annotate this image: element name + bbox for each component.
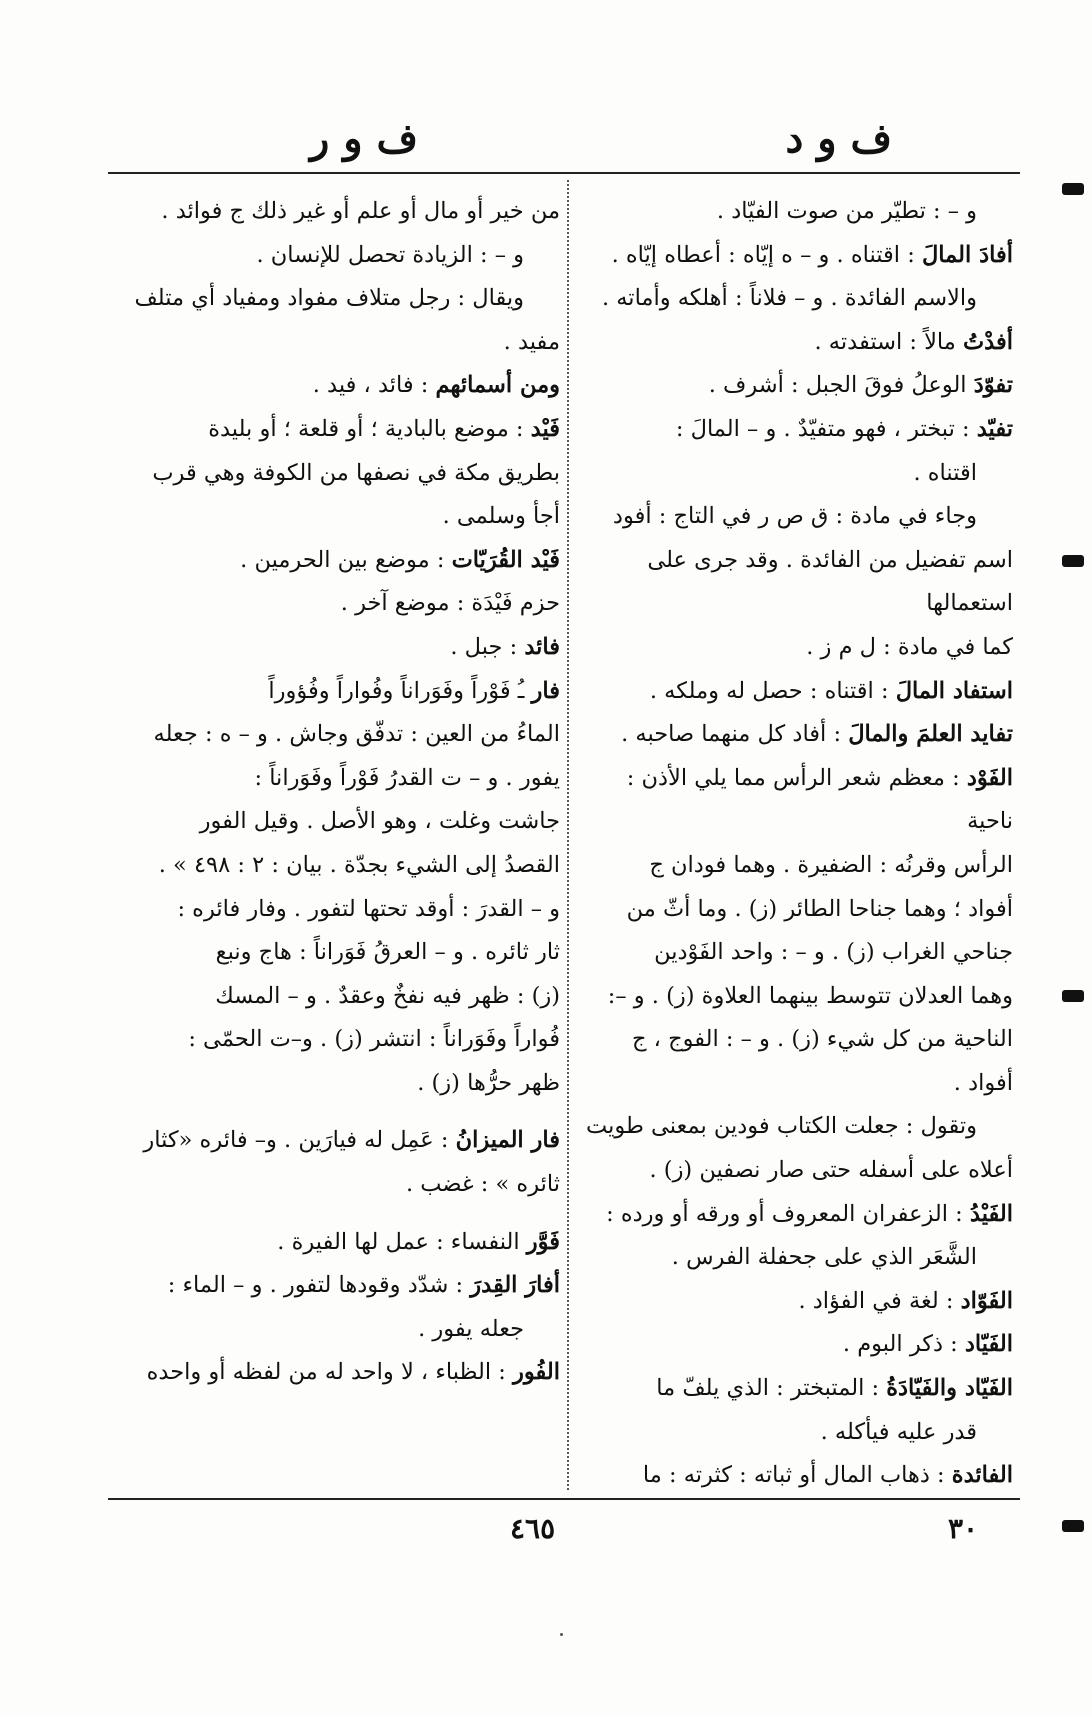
entry-headword: تفايد العلمَ والمالَ <box>848 721 1013 748</box>
text-line <box>575 1193 1013 1237</box>
entry-text: أفواد . <box>953 1069 1013 1096</box>
text-line <box>110 452 560 496</box>
entry-text: : المتبختر : الذي يلفّ ما <box>656 1375 887 1402</box>
entry-text: جعله يفور . <box>418 1315 524 1342</box>
text-line <box>575 844 1013 888</box>
entry-text: أفواد ؛ وهما جناحا الطائر (ز) . وما أثّ من <box>626 895 1013 922</box>
entry-text: : جبل . <box>450 633 525 660</box>
entry-text: و – : تطيّر من صوت الفيّاد . <box>716 198 977 224</box>
column-divider <box>567 180 569 1490</box>
entry-text: فُواراً وفَوَراناً : انتشر (ز) . و–ت الحمّى : <box>188 1026 560 1053</box>
text-line <box>575 975 1013 1019</box>
entry-text: : لغة في الفؤاد . <box>798 1287 961 1314</box>
entry-headword: فَيْد <box>530 415 560 442</box>
entry-text: ثار ثائره . و – العرقُ فَوَراناً : هاج ونبع <box>215 939 560 966</box>
entry-text: اقتناه . <box>913 459 977 486</box>
entry-headword: الفَوّاد <box>960 1287 1013 1314</box>
text-line <box>575 1236 1013 1280</box>
text-line <box>110 888 560 932</box>
text-line <box>575 452 1013 496</box>
entry-text: قدر عليه فيأكله . <box>820 1418 977 1445</box>
entry-text: جاشت وغلت ، وهو الأصل . وقيل الفور <box>199 808 560 835</box>
entry-text: ثائره » : غضب . <box>405 1171 560 1198</box>
text-line <box>575 888 1013 932</box>
entry-text: اسم تفضيل من الفائدة . وقد جرى على استعمالها <box>647 546 1013 617</box>
entry-text: وتقول : جعلت الكتاب فودين بمعنى طويت <box>586 1113 977 1140</box>
text-line <box>575 364 1013 408</box>
entry-text: كما في مادة : ل م ز . <box>806 633 1013 660</box>
entry-headword: ومن أسمائهم <box>435 372 560 399</box>
text-line <box>575 1367 1013 1411</box>
entry-text: بطريق مكة في نصفها من الكوفة وهي قرب <box>152 459 560 486</box>
entry-headword: فَوَّر <box>526 1228 560 1255</box>
text-line <box>575 626 1013 670</box>
text-line <box>110 1119 560 1163</box>
text-line <box>575 1323 1013 1367</box>
entry-headword: الفَوْد <box>966 764 1013 791</box>
text-line <box>575 234 1013 278</box>
entry-text: الشَّعَر الذي على جحفلة الفرس . <box>671 1244 977 1271</box>
text-line <box>110 1163 560 1207</box>
entry-headword: أفدْتُ <box>963 328 1013 355</box>
text-line <box>575 277 1013 321</box>
text-line <box>110 626 560 670</box>
text-line <box>110 408 560 452</box>
text-line <box>575 670 1013 714</box>
text-line <box>110 1264 560 1308</box>
text-line <box>575 321 1013 365</box>
entry-headword: فَيْد القُرَيّات <box>451 546 560 573</box>
entry-text: : اقتناه . و – ه إيّاه : أعطاه إيّاه . <box>611 241 922 268</box>
entry-headword: استفاد المالَ <box>895 677 1013 704</box>
entry-text: جناحي الغراب (ز) . و – : واحد الفَوْدين <box>654 939 1013 966</box>
entry-text: القصدُ إلى الشيء بجدّة . بيان : ٢ : ٤٩٨ » . <box>158 851 560 878</box>
text-line <box>110 757 560 801</box>
entry-text: : فائد ، فيد . <box>312 372 436 399</box>
text-line <box>110 364 560 408</box>
text-line <box>575 539 1013 626</box>
text-line <box>110 975 560 1019</box>
text-line <box>110 844 560 888</box>
text-line <box>575 408 1013 452</box>
entry-text: : شدّد وقودها لتفور . و – الماء : <box>167 1272 471 1299</box>
text-line <box>575 713 1013 757</box>
text-line <box>575 1105 1013 1149</box>
left-column-header: ف و ر <box>310 115 418 162</box>
text-line <box>575 1280 1013 1324</box>
entry-text: من خير أو مال أو علم أو غير ذلك ج فوائد . <box>161 198 560 224</box>
entry-text: الماءُ من العين : تدفّق وجاش . و – ه : جعله <box>153 721 560 748</box>
entry-text: : اقتناه : حصل له وملكه . <box>649 677 896 704</box>
text-line <box>110 539 560 583</box>
left-column <box>110 190 560 1490</box>
entry-text: : ذكر البوم . <box>842 1331 965 1358</box>
text-line <box>575 1018 1013 1062</box>
entry-text: وجاء في مادة : ق ص ر في التاج : أفود <box>612 503 977 530</box>
text-line <box>575 1062 1013 1106</box>
entry-text: (ز) : ظهر فيه نفخٌ وعقدٌ . و – المسك <box>215 982 560 1009</box>
text-line <box>575 1149 1013 1193</box>
entry-text: الوعلُ فوقَ الجبل : أشرف . <box>708 372 974 399</box>
entry-text: : الزعفران المعروف أو ورقه أو ورده : <box>606 1200 970 1227</box>
text-line <box>110 670 560 714</box>
entry-text: حزم فَيْدَة : موضع آخر . <box>340 590 560 617</box>
entry-text: ظهر حرُّها (ز) . <box>417 1069 560 1096</box>
entry-text: مفيد . <box>503 328 560 355</box>
page-number: ٤٦٥ <box>510 1512 556 1545</box>
text-line <box>110 800 560 844</box>
entry-text: : ذهاب المال أو ثباته : كثرته : ما <box>642 1462 945 1489</box>
text-line <box>110 495 560 539</box>
scan-margin-mark <box>1062 990 1084 1002</box>
text-line <box>110 321 560 365</box>
signature-number: ٣٠ <box>948 1512 979 1545</box>
entry-text: وهما العدلان تتوسط بينهما العلاوة (ز) . و –: <box>607 982 1013 1009</box>
entry-text: : موضع بالبادية ؛ أو قلعة ؛ أو بليدة <box>208 415 531 442</box>
text-line <box>110 1062 560 1106</box>
entry-headword: فائد <box>524 633 560 660</box>
scan-speck <box>560 1633 563 1636</box>
text-line <box>575 931 1013 975</box>
top-rule <box>108 172 1020 174</box>
entry-text: يفور . و – ت القدرُ فَوْراً وفَوَراناً : <box>254 764 560 791</box>
text-line <box>575 1411 1013 1455</box>
entry-headword: فار الميزانُ <box>455 1127 560 1154</box>
entry-headword: الفَيّاد <box>964 1331 1013 1358</box>
text-line <box>110 277 560 321</box>
entry-text: الرأس وقرنُه : الضفيرة . وهما فودان ج <box>649 851 1013 878</box>
scan-margin-mark <box>1062 183 1084 195</box>
entry-text: : الظباء ، لا واحد له من لفظه أو واحده <box>146 1359 514 1386</box>
entry-text: الناحية من كل شيء (ز) . و – : الفوج ، ج <box>632 1026 1013 1053</box>
text-line <box>575 757 1013 844</box>
bottom-rule <box>108 1498 1020 1500</box>
entry-headword: أفارَ القِدرَ <box>470 1272 560 1299</box>
text-line <box>110 190 560 234</box>
entry-text: : معظم شعر الرأس مما يلي الأذن : ناحية <box>626 764 1013 835</box>
entry-text: : تبختر ، فهو متفيّدٌ . و – المالَ : <box>675 415 977 442</box>
entry-headword: فار <box>531 677 560 704</box>
text-line <box>110 1221 560 1265</box>
entry-headword: الفَيْدُ <box>969 1200 1013 1227</box>
text-line <box>575 1454 1013 1490</box>
entry-headword: أفادَ المالَ <box>921 241 1013 268</box>
text-line <box>110 582 560 626</box>
entry-text: و – : الزيادة تحصل للإنسان . <box>256 241 524 268</box>
text-line <box>110 1351 560 1395</box>
entry-text: ويقال : رجل متلاف مفواد ومفياد أي متلف <box>134 285 524 312</box>
entry-text: والاسم الفائدة . و – فلاناً : أهلكه وأماته . <box>601 285 977 312</box>
scan-margin-mark <box>1062 555 1084 567</box>
right-column <box>575 190 1013 1490</box>
text-line <box>110 931 560 975</box>
entry-headword: الفُور <box>513 1359 560 1386</box>
entry-text: : عَمِل له فيارَين . و– فائره «كثار <box>143 1127 456 1154</box>
text-line <box>110 713 560 757</box>
entry-headword: الفَيّاد والفَيّادَةُ <box>886 1375 1013 1402</box>
entry-text: النفساء : عمل لها الفيرة . <box>277 1228 527 1255</box>
entry-text: ـُ فَوْراً وفَوَراناً وفُواراً وفُؤوراً <box>268 677 532 704</box>
right-column-header: ف و د <box>785 115 892 162</box>
entry-text: : أفاد كل منهما صاحبه . <box>621 721 849 748</box>
entry-text: أجأ وسلمى . <box>442 503 560 530</box>
entry-headword: تفوّدَ <box>973 372 1013 399</box>
text-line <box>575 190 1013 234</box>
text-line <box>110 234 560 278</box>
entry-text: مالاً : استفدته . <box>814 328 963 355</box>
entry-text: : موضع بين الحرمين . <box>240 546 452 573</box>
entry-headword: الفائدة <box>951 1462 1013 1489</box>
text-line <box>110 1018 560 1062</box>
text-line <box>110 1308 560 1352</box>
entry-text: أعلاه على أسفله حتى صار نصفين (ز) . <box>649 1157 1013 1184</box>
entry-text: و – القدرَ : أوقد تحتها لتفور . وفار فائره : <box>177 895 560 922</box>
entry-headword: تفيّد <box>976 415 1013 442</box>
text-line <box>575 495 1013 539</box>
scan-margin-mark <box>1062 1520 1084 1532</box>
